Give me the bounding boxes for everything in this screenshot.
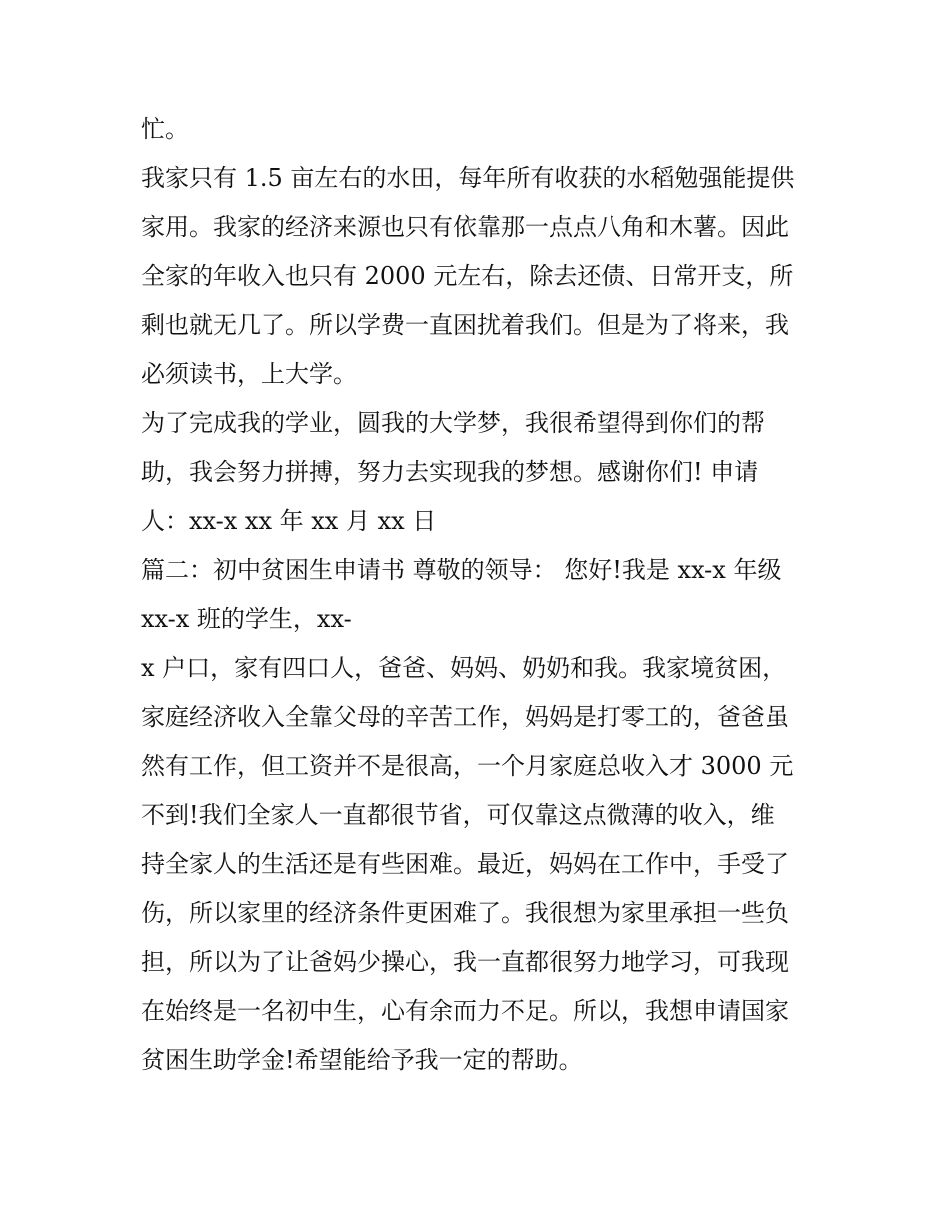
text-line: 全家的年收入也只有 2000 元左右，除去还债、日常开支，所 [141,262,794,290]
text-line: 必须读书，上大学。 [141,360,357,388]
text-line: 为了完成我的学业，圆我的大学梦，我很希望得到你们的帮 [141,409,765,437]
text-line: 家用。我家的经济来源也只有依靠那一点点八角和木薯。因此 [141,213,789,241]
text-line: xx-x 班的学生，xx- [141,605,352,633]
text-line: 人：xx-x xx 年 xx 月 xx 日 [141,507,437,535]
text-line: 剩也就无几了。所以学费一直困扰着我们。但是为了将来，我 [141,311,789,339]
text-line: 篇二：初中贫困生申请书 尊敬的领导： 您好!我是 xx-x 年级 [141,556,782,584]
text-line: 不到!我们全家人一直都很节省，可仅靠这点微薄的收入，维 [141,801,775,829]
text-line: x 户口，家有四口人，爸爸、妈妈、奶奶和我。我家境贫困， [141,654,787,682]
body-text [141,105,821,1085]
text-line: 持全家人的生活还是有些困难。最近，妈妈在工作中，手受了 [141,850,789,878]
text-line: 家庭经济收入全靠父母的辛苦工作，妈妈是打零工的，爸爸虽 [141,703,789,731]
text-line: 在始终是一名初中生，心有余而力不足。所以，我想申请国家 [141,997,789,1025]
text-line: 贫困生助学金!希望能给予我一定的帮助。 [141,1046,583,1074]
text-line: 我家只有 1.5 亩左右的水田，每年所有收获的水稻勉强能提供 [141,164,795,192]
text-line: 忙。 [141,115,189,143]
text-line: 伤，所以家里的经济条件更困难了。我很想为家里承担一些负 [141,899,789,927]
text-line: 担，所以为了让爸妈少操心，我一直都很努力地学习，可我现 [141,948,789,976]
text-line: 然有工作，但工资并不是很高，一个月家庭总收入才 3000 元 [141,752,794,780]
text-line: 助，我会努力拼搏，努力去实现我的梦想。感谢你们! 申请 [141,458,759,486]
